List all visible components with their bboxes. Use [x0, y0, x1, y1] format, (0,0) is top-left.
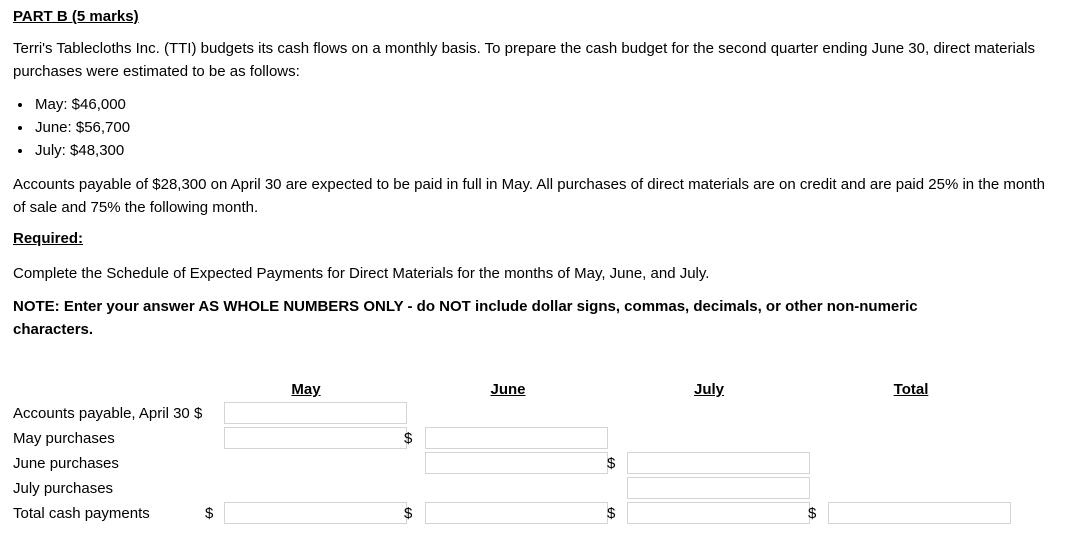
dollar-sign: $ — [607, 455, 616, 472]
dollar-sign: $ — [404, 505, 413, 522]
june-purchases-july-input[interactable] — [627, 452, 810, 474]
june-purchases-june-input[interactable] — [425, 452, 608, 474]
row-label-june-purchases: June purchases — [13, 455, 119, 472]
may-purchases-may-input[interactable] — [224, 427, 407, 449]
purchases-list — [13, 93, 130, 162]
column-header-june: June — [490, 381, 526, 398]
accounts-payable-paragraph: Accounts payable of $28,300 on April 30 are expected to be paid in full in May. All purchases of direct materials are on credit and are paid 25% in the month of sale and 75% the following month. — [13, 176, 1046, 216]
dollar-sign: $ — [607, 505, 616, 522]
row-label-accounts-payable: Accounts payable, April 30 $ — [13, 405, 203, 422]
intro-paragraph: Terri's Tablecloths Inc. (TTI) budgets its cash flows on a monthly basis. To prepare the cash budget for the second quarter ending June 30, direct materials purchases were estimated to be as follows: — [13, 40, 1036, 80]
list-item: • May: $46,000 — [33, 93, 130, 116]
july-purchases-july-input[interactable] — [627, 477, 810, 499]
instruction-text: Complete the Schedule of Expected Payments for Direct Materials for the months of May, June, and July. — [13, 265, 710, 282]
column-header-may: May — [291, 381, 321, 398]
row-label-july-purchases: July purchases — [13, 480, 114, 497]
total-total-input[interactable] — [828, 502, 1011, 524]
total-june-input[interactable] — [425, 502, 608, 524]
column-header-july: July — [693, 381, 724, 398]
required-label: Required: — [13, 230, 84, 247]
list-item: • July: $48,300 — [33, 139, 130, 162]
dollar-sign: $ — [808, 505, 817, 522]
list-item: • June: $56,700 — [33, 116, 130, 139]
part-heading: PART B (5 marks) — [13, 8, 139, 25]
note-text: NOTE: Enter your answer AS WHOLE NUMBERS ONLY - do NOT include dollar signs, commas, decimals, or other non-numeric characters. — [13, 298, 918, 338]
total-july-input[interactable] — [627, 502, 810, 524]
dollar-sign: $ — [404, 430, 413, 447]
column-header-total: Total — [893, 381, 929, 398]
row-label-may-purchases: May purchases — [13, 430, 115, 447]
may-purchases-june-input[interactable] — [425, 427, 608, 449]
dollar-sign: $ — [205, 505, 214, 522]
row-label-total-cash-payments: Total cash payments — [13, 505, 150, 522]
ap-may-input[interactable] — [224, 402, 407, 424]
dollar-sign: $ — [193, 405, 203, 422]
total-may-input[interactable] — [224, 502, 407, 524]
